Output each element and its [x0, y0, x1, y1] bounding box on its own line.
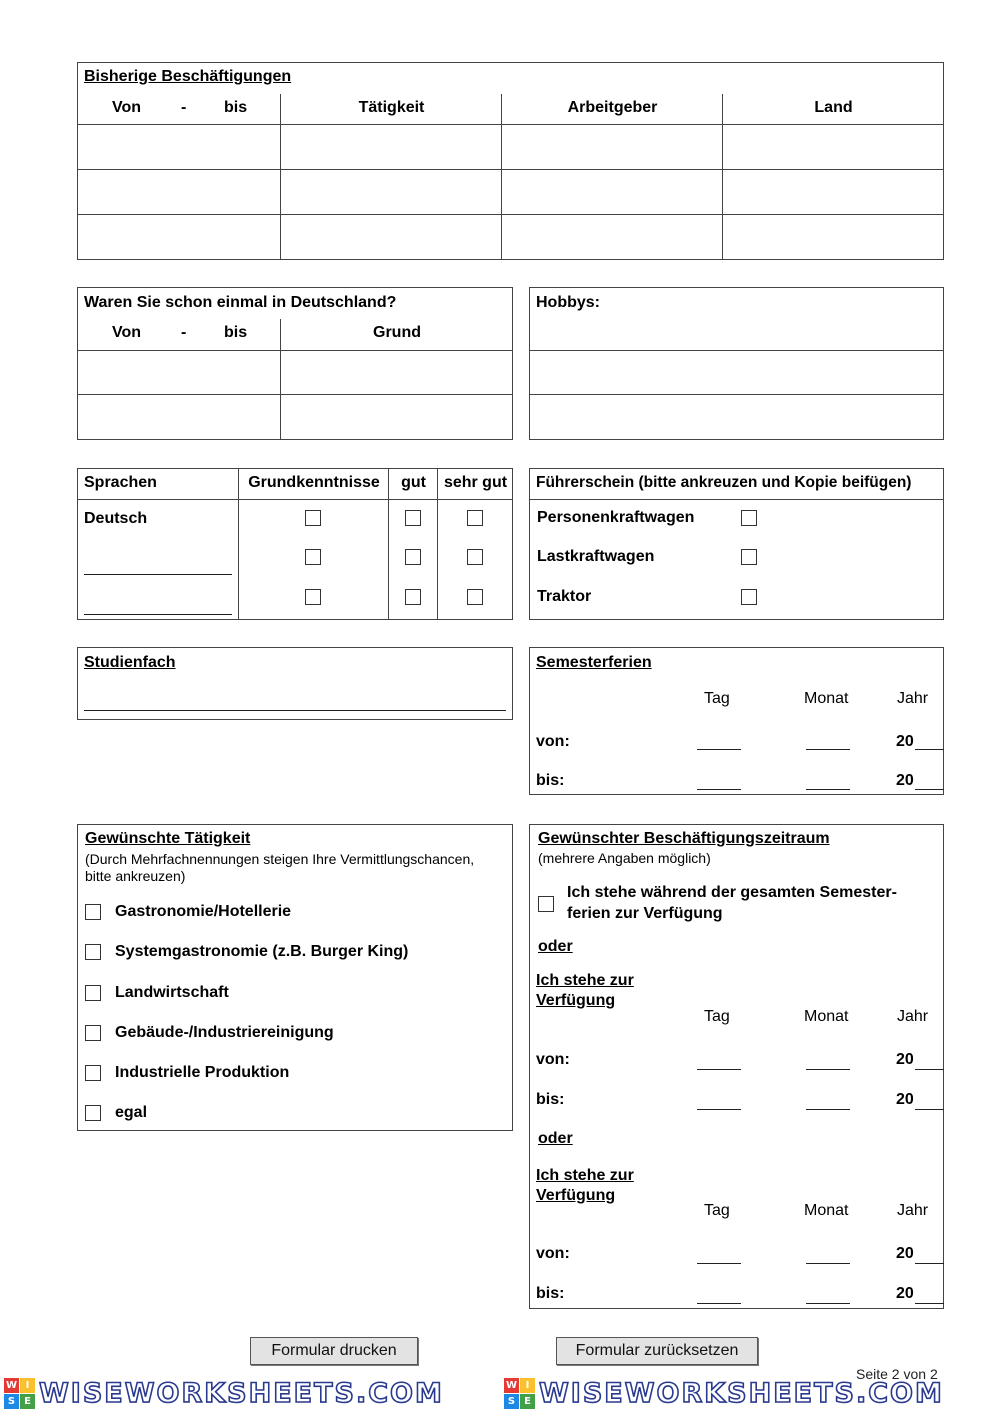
employment-row-line — [78, 214, 943, 215]
desired-activity-option-label: Industrielle Produktion — [115, 1064, 290, 1081]
period-whole-label: ferien zur Verfügung — [567, 905, 723, 922]
germany-col-von: Von — [112, 324, 142, 341]
license-item-label: Traktor — [537, 588, 592, 605]
language-very-good-checkbox[interactable] — [467, 510, 483, 526]
period-from-year-line[interactable] — [915, 1263, 944, 1264]
germany-divider — [280, 319, 281, 440]
hobbies-title: Hobbys: — [536, 294, 600, 311]
license-title: Führerschein (bitte ankreuzen und Kopie beifügen) — [536, 474, 912, 491]
period-note: (mehrere Angaben möglich) — [538, 850, 711, 866]
watermark-logo-icon: W I S E — [4, 1378, 35, 1409]
period-whole-checkbox[interactable] — [538, 896, 554, 912]
desired-activity-option-label: egal — [115, 1104, 148, 1121]
semester-section — [529, 647, 944, 795]
semester-from-month-line[interactable] — [806, 749, 850, 750]
semester-from-year-line[interactable] — [915, 749, 944, 750]
period-to-month-line[interactable] — [806, 1109, 850, 1110]
language-basic-checkbox[interactable] — [305, 549, 321, 565]
semester-from-label: von: — [536, 733, 570, 750]
study-input-line[interactable] — [84, 710, 506, 711]
language-very-good-checkbox[interactable] — [467, 589, 483, 605]
license-section — [529, 468, 944, 620]
period-to-year-prefix: 20 — [896, 1285, 914, 1302]
period-to-year-line[interactable] — [915, 1109, 944, 1110]
languages-divider — [388, 469, 389, 619]
desired-activity-checkbox[interactable] — [85, 904, 101, 920]
period-title: Gewünschter Beschäftigungszeitraum — [538, 830, 830, 847]
germany-row-line — [78, 350, 512, 351]
hobbies-row-line — [530, 350, 943, 351]
desired-activity-note: (Durch Mehrfachnennungen steigen Ihre Vermittlungschancen, — [85, 851, 475, 867]
period-col-day: Tag — [704, 1202, 730, 1219]
semester-to-year-prefix: 20 — [896, 772, 914, 789]
languages-section — [77, 468, 513, 620]
period-avail-label: Verfügung — [536, 1187, 616, 1204]
semester-from-year-prefix: 20 — [896, 733, 914, 750]
desired-activity-title: Gewünschte Tätigkeit — [85, 830, 251, 847]
germany-section — [77, 287, 513, 440]
language-basic-checkbox[interactable] — [305, 589, 321, 605]
semester-to-label: bis: — [536, 772, 565, 789]
license-header-line — [530, 499, 943, 500]
page-number: Seite 2 von 2 — [856, 1366, 938, 1382]
period-avail-label: Ich stehe zur — [536, 1167, 634, 1184]
semester-title: Semesterferien — [536, 654, 652, 671]
period-col-year: Jahr — [897, 1202, 929, 1219]
languages-col-languages: Sprachen — [84, 474, 157, 491]
watermark-text: WISEWORKSHEETS.COM — [39, 1377, 444, 1409]
languages-divider — [437, 469, 438, 619]
hobbies-section — [529, 287, 944, 440]
period-col-month: Monat — [804, 1202, 849, 1219]
desired-activity-option-label: Gastronomie/Hotellerie — [115, 903, 292, 920]
employment-divider — [280, 94, 281, 260]
watermark-logo-icon: W I S E — [504, 1378, 535, 1409]
license-truck-checkbox[interactable] — [741, 549, 757, 565]
period-to-day-line[interactable] — [697, 1109, 741, 1110]
study-title: Studienfach — [84, 654, 176, 671]
employment-col-dash: - — [181, 99, 187, 116]
employment-row-line — [78, 124, 943, 125]
language-good-checkbox[interactable] — [405, 549, 421, 565]
desired-activity-checkbox[interactable] — [85, 1105, 101, 1121]
germany-col-dash: - — [181, 324, 187, 341]
desired-activity-section — [77, 824, 513, 1131]
employment-divider — [722, 94, 723, 260]
hobbies-row-line — [530, 394, 943, 395]
period-from-year-line[interactable] — [915, 1069, 944, 1070]
employment-title: Bisherige Beschäftigungen — [84, 68, 292, 85]
period-avail-label: Ich stehe zur — [536, 972, 634, 989]
period-section — [529, 824, 944, 1309]
employment-section — [77, 62, 944, 260]
period-from-day-line[interactable] — [697, 1069, 741, 1070]
germany-col-bis: bis — [224, 324, 248, 341]
desired-activity-note: bitte ankreuzen) — [85, 868, 186, 884]
employment-col-activity: Tätigkeit — [358, 99, 425, 116]
desired-activity-checkbox[interactable] — [85, 1065, 101, 1081]
germany-col-reason: Grund — [373, 324, 421, 341]
languages-col-basic: Grundkenntnisse — [248, 474, 380, 491]
employment-col-country: Land — [814, 99, 853, 116]
germany-title: Waren Sie schon einmal in Deutschland? — [84, 294, 397, 311]
language-good-checkbox[interactable] — [405, 589, 421, 605]
license-item-label: Lastkraftwagen — [537, 548, 655, 565]
employment-col-bis: bis — [224, 99, 248, 116]
semester-col-month: Monat — [804, 690, 849, 707]
period-col-month: Monat — [804, 1008, 849, 1025]
period-from-year-prefix: 20 — [896, 1051, 914, 1068]
semester-to-day-line[interactable] — [697, 789, 741, 790]
semester-col-year: Jahr — [897, 690, 929, 707]
period-col-day: Tag — [704, 1008, 730, 1025]
period-or-label: oder — [538, 1130, 573, 1147]
watermark-text: WISEWORKSHEETS.COM — [539, 1377, 944, 1409]
semester-to-month-line[interactable] — [806, 789, 850, 790]
employment-col-von: Von — [112, 99, 142, 116]
print-form-button[interactable]: Formular drucken — [250, 1337, 418, 1365]
desired-activity-option-label: Systemgastronomie (z.B. Burger King) — [115, 943, 409, 960]
period-to-label: bis: — [536, 1285, 565, 1302]
employment-row-line — [78, 169, 943, 170]
period-to-day-line[interactable] — [697, 1303, 741, 1304]
germany-row-line — [78, 394, 512, 395]
license-item-label: Personenkraftwagen — [537, 509, 695, 526]
period-from-year-prefix: 20 — [896, 1245, 914, 1262]
employment-col-employer: Arbeitgeber — [567, 99, 658, 116]
language-input-line[interactable] — [84, 614, 232, 615]
reset-form-button[interactable]: Formular zurücksetzen — [556, 1337, 758, 1365]
languages-col-very-good: sehr gut — [443, 474, 508, 491]
period-or-label: oder — [538, 938, 573, 955]
study-section — [77, 647, 513, 720]
desired-activity-option-label: Gebäude-/Industriereinigung — [115, 1024, 334, 1041]
desired-activity-checkbox[interactable] — [85, 1025, 101, 1041]
language-basic-checkbox[interactable] — [305, 510, 321, 526]
desired-activity-checkbox[interactable] — [85, 985, 101, 1001]
period-from-label: von: — [536, 1051, 570, 1068]
language-very-good-checkbox[interactable] — [467, 549, 483, 565]
desired-activity-checkbox[interactable] — [85, 944, 101, 960]
desired-activity-option-label: Landwirtschaft — [115, 984, 229, 1001]
period-to-month-line[interactable] — [806, 1303, 850, 1304]
languages-col-good: gut — [401, 474, 426, 491]
period-to-year-line[interactable] — [915, 1303, 944, 1304]
language-good-checkbox[interactable] — [405, 510, 421, 526]
period-from-day-line[interactable] — [697, 1263, 741, 1264]
license-tractor-checkbox[interactable] — [741, 589, 757, 605]
period-to-year-prefix: 20 — [896, 1091, 914, 1108]
language-row-label: Deutsch — [84, 510, 148, 527]
watermark — [4, 1376, 444, 1410]
period-from-label: von: — [536, 1245, 570, 1262]
watermark — [504, 1376, 944, 1410]
period-whole-label: Ich stehe während der gesamten Semester- — [567, 884, 897, 901]
period-col-year: Jahr — [897, 1008, 929, 1025]
semester-from-day-line[interactable] — [697, 749, 741, 750]
period-from-month-line[interactable] — [806, 1263, 850, 1264]
license-car-checkbox[interactable] — [741, 510, 757, 526]
employment-divider — [501, 94, 502, 260]
period-from-month-line[interactable] — [806, 1069, 850, 1070]
period-to-label: bis: — [536, 1091, 565, 1108]
language-input-line[interactable] — [84, 574, 232, 575]
languages-header-line — [78, 499, 512, 500]
period-avail-label: Verfügung — [536, 992, 616, 1009]
semester-col-day: Tag — [704, 690, 730, 707]
languages-divider — [238, 469, 239, 619]
semester-to-year-line[interactable] — [915, 789, 944, 790]
